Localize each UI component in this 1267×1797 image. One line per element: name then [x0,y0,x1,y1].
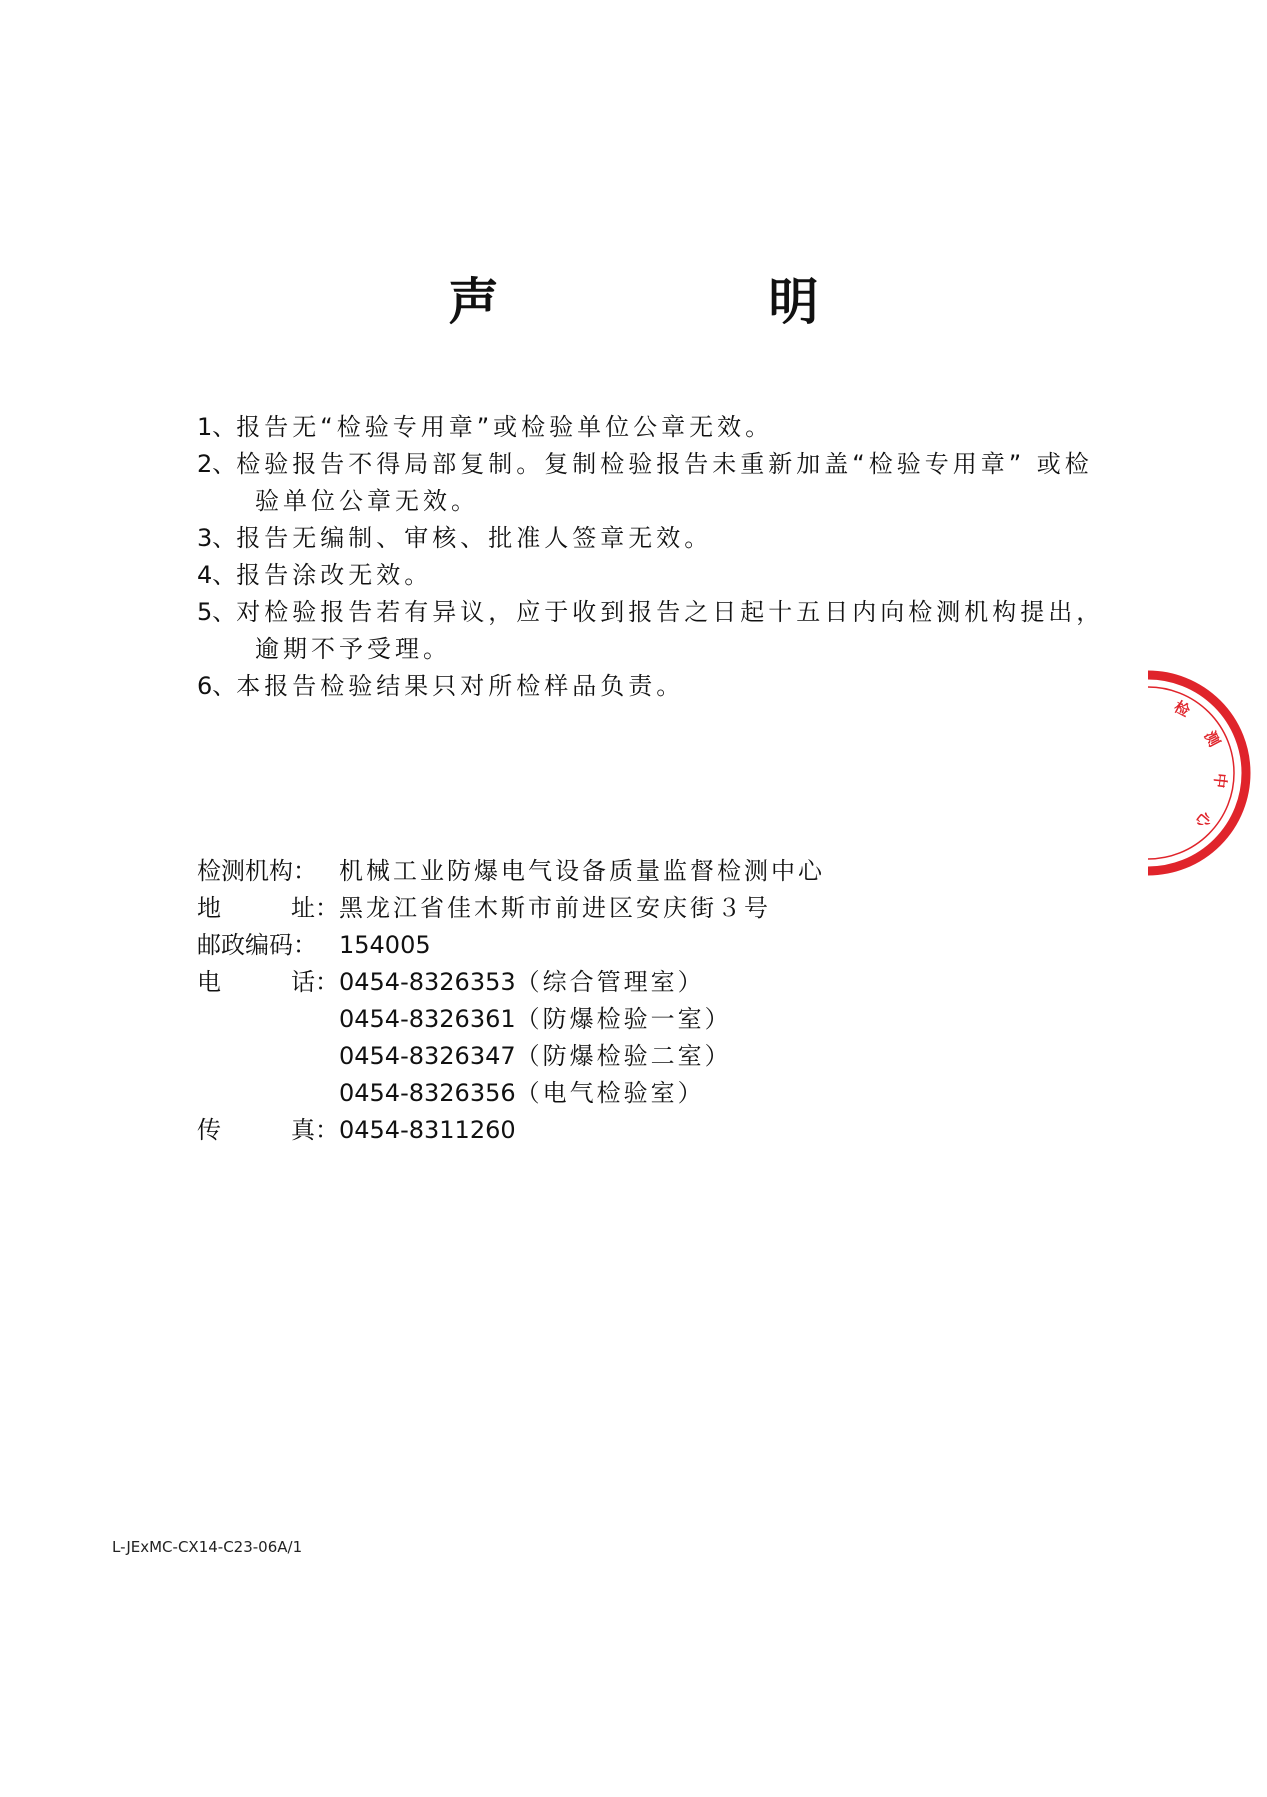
phone-dept: （综合管理室） [515,968,705,996]
seal-char: 心 [1191,808,1216,832]
declaration-list [197,409,1137,705]
fax-label [197,1112,339,1149]
contact-block [197,853,1097,1149]
postal-row [197,927,1097,964]
seal-icon [1148,668,1267,878]
seal-stamp [1148,668,1267,878]
address-row [197,890,1097,927]
phone-number: 0454-8326347 [339,1042,516,1070]
fax-label-second: 真： [291,1116,339,1144]
declaration-number: 2、 [197,450,237,478]
declaration-item [197,668,1137,705]
phone-row [197,1001,1097,1038]
phone-entry [339,1038,732,1075]
org-label: 检测机构： [197,857,317,885]
declaration-text: 报告无“检验专用章”或检验单位公章无效。 [236,413,774,441]
phone-label [197,964,339,1001]
phone-row [197,964,1097,1001]
declaration-number: 6、 [197,672,237,700]
page-title: 声 明 [448,272,929,331]
document-code: L-JExMC-CX14-C23-06A/1 [112,1538,303,1556]
address-value: 黑龙江省佳木斯市前进区安庆街３号 [339,894,771,922]
declaration-number: 5、 [197,598,237,626]
postal-value: 154005 [339,931,431,959]
declaration-text: 本报告检验结果只对所检样品负责。 [236,672,685,700]
declaration-text: 检验报告不得局部复制。复制检验报告未重新加盖“检验专用章” 或检 [236,450,1093,478]
org-value: 机械工业防爆电气设备质量监督检测中心 [339,857,825,885]
address-label [197,890,339,927]
phone-label-second: 话： [291,968,339,996]
declaration-number: 1、 [197,413,237,441]
declaration-number: 4、 [197,561,237,589]
seal-char: 测 [1200,728,1224,750]
fax-row [197,1112,1097,1149]
declaration-text: 对检验报告若有异议，应于收到报告之日起十五日内向检测机构提出， [236,598,1105,626]
declaration-item [197,594,1137,668]
address-label-second: 址： [291,894,339,922]
phone-row [197,1038,1097,1075]
declaration-continuation: 验单位公章无效。 [255,487,479,515]
seal-char: 检 [1171,697,1193,721]
phone-row [197,1075,1097,1112]
phone-entry [339,1075,705,1112]
declaration-text: 报告无编制、审核、批准人签章无效。 [236,524,713,552]
declaration-continuation: 逾期不予受理。 [255,635,451,663]
phone-dept: （防爆检验二室） [515,1042,732,1070]
declaration-item [197,520,1137,557]
phone-number: 0454-8326353 [339,968,516,996]
postal-label: 邮政编码： [197,931,317,959]
phone-dept: （电气检验室） [515,1079,705,1107]
phone-label-first: 电 [197,968,221,996]
phone-number: 0454-8326356 [339,1079,516,1107]
seal-char: 中 [1210,772,1230,789]
phone-entry [339,1001,732,1038]
fax-label-first: 传 [197,1116,221,1144]
declaration-text: 报告涂改无效。 [236,561,433,589]
address-label-first: 地 [197,894,221,922]
declaration-item [197,557,1137,594]
org-row [197,853,1097,890]
phone-dept: （防爆检验一室） [515,1005,732,1033]
declaration-item [197,446,1137,520]
phone-entry [339,964,705,1001]
declaration-number: 3、 [197,524,237,552]
declaration-item [197,409,1137,446]
fax-value: 0454-8311260 [339,1116,516,1144]
phone-number: 0454-8326361 [339,1005,516,1033]
